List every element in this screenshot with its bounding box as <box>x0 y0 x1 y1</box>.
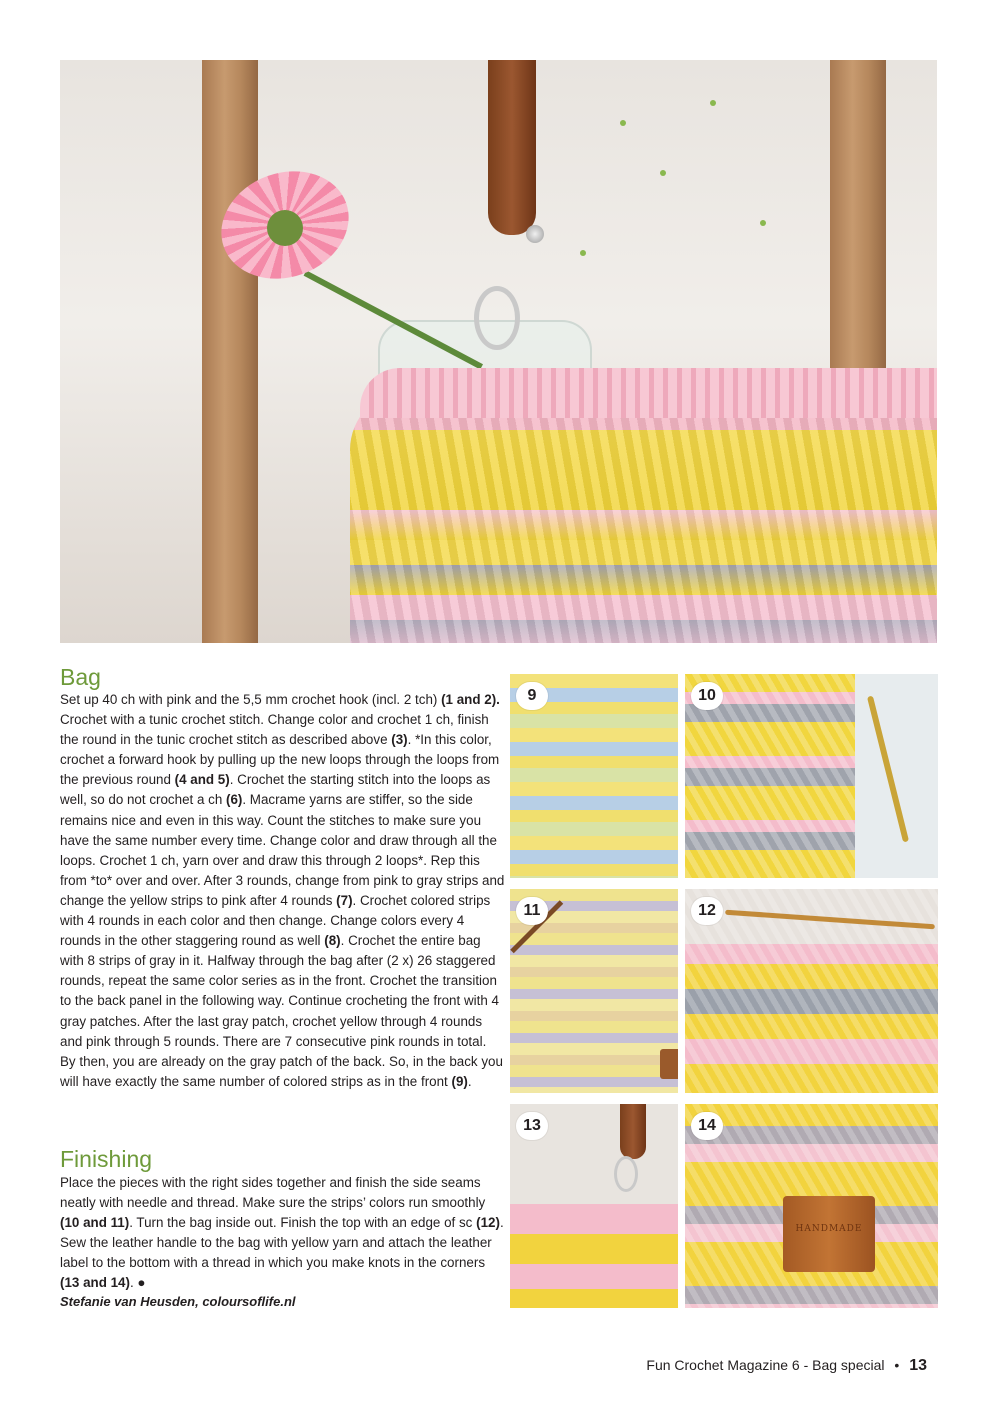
crochet-hook <box>725 910 935 930</box>
leather-label <box>783 1196 875 1272</box>
leather-strap <box>488 60 536 235</box>
instruction-text: . *In this color, crochet a forward hook by pulling up the new loops through the loops from the previous round <box>60 732 500 788</box>
flower-center <box>267 210 303 246</box>
label-text: HANDMADE <box>795 1224 863 1234</box>
finishing-instructions <box>60 1173 505 1294</box>
instruction-text: Place the pieces with the right sides together and finish the side seams neatly with needle and thread. Make sure the strips’ colors run smoothly <box>60 1175 486 1211</box>
instruction-text: . Crochet colored strips with 4 rounds in each color and then change. Change colors every 4 rounds in the other staggering round as well <box>60 892 491 949</box>
step-photo-10 <box>685 674 938 878</box>
leather-label <box>660 1049 678 1079</box>
author-credit: Stefanie van Heusden, coloursoflife.nl <box>60 1294 296 1309</box>
step-number-badge: 10 <box>691 682 723 710</box>
step-photo-14 <box>685 1104 938 1308</box>
footer-separator: • <box>894 1357 900 1373</box>
bag-instructions <box>60 690 505 1092</box>
hero-photo <box>60 60 937 643</box>
instruction-text: . ● <box>129 1275 146 1291</box>
magazine-title: Fun Crochet Magazine 6 - Bag special <box>646 1357 885 1373</box>
step-reference: (12) <box>476 1215 500 1231</box>
instruction-text: . Macrame yarns are stiffer, so the side remains nice and even in this way. Count the stitches to make sure you have the same number every time. Change color and draw through all the loops. Crochet 1 ch, yarn over and draw this through 2 loops*. Rep this from *to* over and over. After 3 rounds, change from pink to gray strips and change the yellow strips to pink after 4 rounds <box>60 792 505 908</box>
metal-ring <box>614 1156 638 1192</box>
strap-rivet <box>526 225 544 243</box>
crochet-bag-rim <box>360 368 937 418</box>
page-footer <box>646 1357 927 1375</box>
instruction-text: . Crochet the starting stitch into the loops as well, so do not crochet a ch <box>60 772 491 808</box>
step-number-badge: 12 <box>691 897 723 925</box>
instruction-text: . <box>467 1073 472 1089</box>
instruction-text: . Crochet the entire bag with 8 strips of gray in it. Halfway through the bag after (2 x) 26 staggered rounds, repeat the same color series as in the front. Crochet the transition to the back panel in the following way. Continue crocheting the front with 4 gray patches. After the last gray patch, crochet yellow through 4 rounds and pink through 5 rounds. There are 7 consecutive pink rounds in total. By then, you are already on the gray patch of the back. So, in the back you will have exactly the same number of colored strips as in the front <box>60 933 503 1089</box>
green-sprig <box>620 120 626 126</box>
step-reference: (6) <box>225 792 243 808</box>
green-sprig <box>710 100 716 106</box>
instruction-text: . Sew the leather handle to the bag with yellow yarn and attach the leather label to the bottom with a thread in which you make knots in the corners <box>60 1215 504 1271</box>
green-sprig <box>660 170 666 176</box>
step-photo-13 <box>510 1104 678 1308</box>
page-number: 13 <box>909 1357 927 1374</box>
section-heading-finishing: Finishing <box>60 1146 153 1172</box>
step-reference: (10 and 11) <box>60 1215 130 1231</box>
crochet-bag-body <box>350 390 937 643</box>
green-sprig <box>580 250 586 256</box>
step-reference: (4 and 5) <box>174 772 230 788</box>
step-number-badge: 9 <box>516 682 548 710</box>
green-sprig <box>760 220 766 226</box>
leather-strap <box>620 1104 646 1159</box>
step-number-badge: 14 <box>691 1112 723 1140</box>
wooden-hanger-left <box>202 60 258 643</box>
step-number-badge: 11 <box>516 897 548 925</box>
step-reference: (9) <box>451 1073 468 1089</box>
instruction-text: Crochet with a tunic crochet stitch. Change color and crochet 1 ch, finish the round in the tunic crochet stitch as described above <box>60 712 489 748</box>
step-reference: (1 and 2). <box>441 692 500 707</box>
step-photo-12 <box>685 889 938 1093</box>
step-photo-9 <box>510 674 678 878</box>
metal-ring <box>474 286 520 350</box>
step-reference: (8) <box>324 933 341 949</box>
instruction-text: Set up 40 ch with pink and the 5,5 mm crochet hook (incl. 2 tch) <box>60 692 442 707</box>
step-reference: (13 and 14) <box>60 1275 130 1291</box>
step-reference: (7) <box>336 892 353 908</box>
step-photo-11 <box>510 889 678 1093</box>
table-background <box>855 674 938 878</box>
section-heading-bag: Bag <box>60 664 101 690</box>
step-number-badge: 13 <box>516 1112 548 1140</box>
step-reference: (3) <box>391 732 408 748</box>
instruction-text: . Turn the bag inside out. Finish the top with an edge of sc <box>129 1215 477 1231</box>
